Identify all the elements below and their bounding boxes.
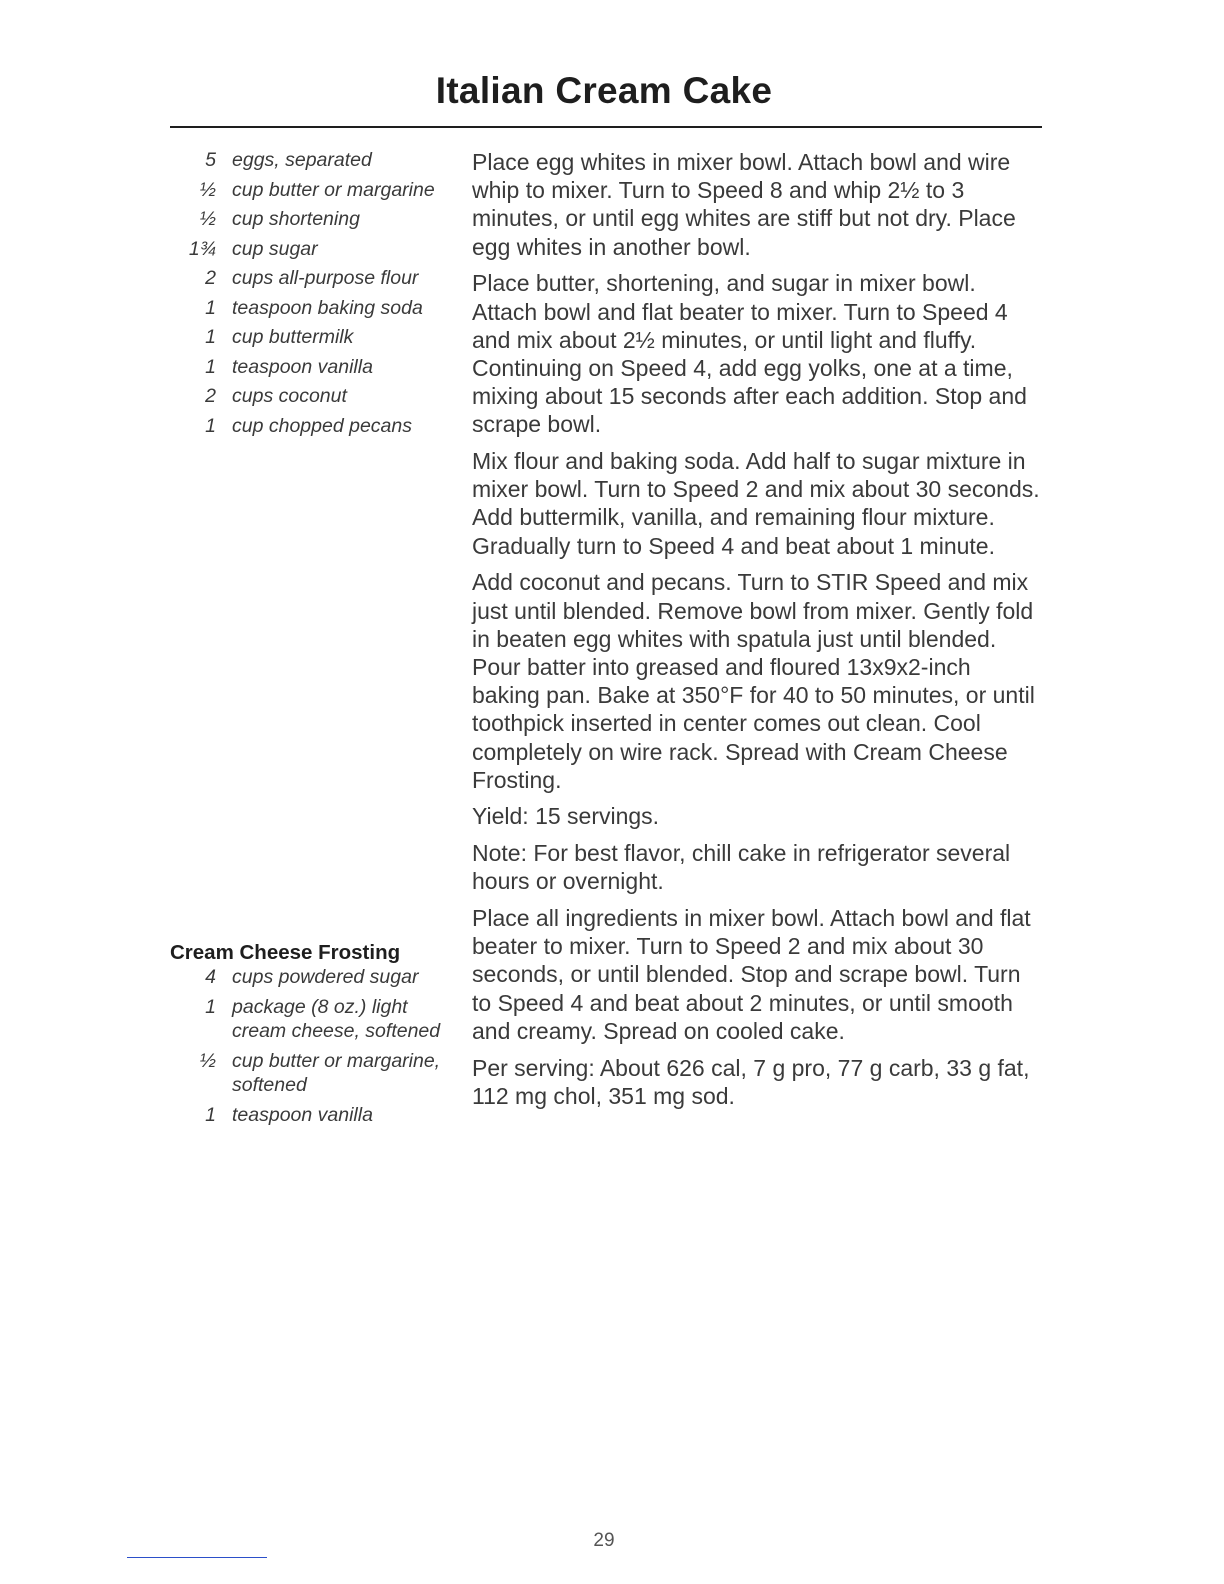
ingredient-list [180, 148, 450, 443]
ingredient-item [180, 965, 450, 990]
ingredient-item [180, 148, 450, 173]
ingredient-qty: 2 [205, 385, 216, 407]
ingredient-item [180, 1103, 450, 1128]
ingredient-text: cups powdered sugar [232, 966, 419, 988]
frosting-directions: Place all ingredients in mixer bowl. Attach bowl and flat beater to mixer. Turn to Speed 2 and mix about 30 seconds, or until blended. Stop and scrape bowl. Turn to Speed 4 and beat about 2 minutes, or until smooth and creamy. Spread on cooled cake. [472, 905, 1031, 1044]
ingredient-item [180, 325, 450, 350]
ingredient-item [180, 237, 450, 262]
ingredient-item [180, 266, 450, 291]
ingredient-qty: 1 [205, 326, 216, 348]
ingredient-text: cup chopped pecans [232, 414, 412, 437]
ingredient-qty: ½ [199, 178, 216, 201]
directions [472, 148, 1042, 1119]
nutrition-text: Per serving: About 626 cal, 7 g pro, 77 g carb, 33 g fat, 112 mg chol, 351 mg sod. [472, 1054, 1030, 1109]
direction-paragraph: Mix flour and baking soda. Add half to sugar mixture in mixer bowl. Turn to Speed 2 and mix about 30 seconds. Add buttermilk, vanilla, and remaining flour mixture. Gradually turn to Speed 4 and beat about 1 minute. [472, 448, 1040, 559]
ingredient-qty: 1¾ [188, 237, 216, 260]
ingredient-qty: 1 [205, 1103, 216, 1126]
ingredient-text: eggs, separated [232, 149, 372, 171]
ingredient-qty: ½ [199, 1049, 216, 1072]
ingredient-text: cups all-purpose flour [232, 267, 419, 289]
ingredient-qty: 1 [205, 995, 216, 1018]
direction-paragraph: Add coconut and pecans. Turn to STIR Speed and mix just until blended. Remove bowl from mixer. Gently fold in beaten egg whites with spatula just until blended. Pour batter into greased and floured 13x9x2-inch baking pan. Bake at 350°F for 40 to 50 minutes, or until toothpick inserted in center comes out clean. Cool completely on wire rack. Spread with Cream Cheese Frosting. [472, 569, 1035, 793]
ingredient-text: cup sugar [232, 237, 318, 260]
ingredient-qty: 5 [205, 149, 216, 171]
ingredient-text: cup shortening [232, 208, 360, 230]
ingredient-text: teaspoon vanilla [232, 1103, 373, 1126]
ingredient-qty: 2 [205, 267, 216, 289]
footer-link-line [127, 1557, 267, 1558]
frosting-heading: Cream Cheese Frosting [170, 941, 401, 964]
yield-text: Yield: 15 servings. [472, 803, 660, 830]
ingredient-item [180, 178, 450, 203]
ingredient-qty: 4 [205, 966, 216, 988]
ingredient-text: cup buttermilk [232, 326, 354, 348]
ingredient-qty: ½ [199, 208, 216, 230]
ingredient-qty: 1 [205, 414, 216, 437]
ingredient-item [180, 414, 450, 439]
ingredient-qty: 1 [205, 355, 216, 378]
ingredient-text: cups coconut [232, 385, 347, 407]
ingredient-item [180, 207, 450, 232]
ingredient-text: teaspoon baking soda [232, 296, 423, 319]
direction-paragraph: Place egg whites in mixer bowl. Attach bowl and wire whip to mixer. Turn to Speed 8 and whip 2½ to 3 minutes, or until egg whites are stiff but not dry. Place egg whites in another bowl. [472, 149, 1016, 260]
ingredient-item [180, 995, 450, 1044]
ingredient-item [180, 296, 450, 321]
title-divider [170, 126, 1042, 128]
ingredient-text: cup butter or margarine, softened [232, 1049, 441, 1096]
note-text: Note: For best flavor, chill cake in refrigerator several hours or overnight. [472, 840, 1011, 895]
ingredient-item [180, 1049, 450, 1098]
ingredient-text: package (8 oz.) light cream cheese, softened [232, 995, 441, 1042]
ingredient-qty: 1 [205, 296, 216, 319]
ingredient-text: cup butter or margarine [232, 178, 435, 201]
direction-paragraph: Place butter, shortening, and sugar in mixer bowl. Attach bowl and flat beater to mixer. Turn to Speed 4 and mix about 2½ minutes, or until light and fluffy. Continuing on Speed 4, add egg yolks, one at a time, mixing about 15 seconds after each addition. Stop and scrape bowl. [472, 270, 1027, 438]
page-title: Italian Cream Cake [435, 70, 773, 111]
page-number: 29 [593, 1530, 615, 1551]
ingredient-item [180, 384, 450, 409]
ingredient-item [180, 355, 450, 380]
frosting-ingredient-list [180, 965, 450, 1132]
ingredient-text: teaspoon vanilla [232, 355, 373, 378]
